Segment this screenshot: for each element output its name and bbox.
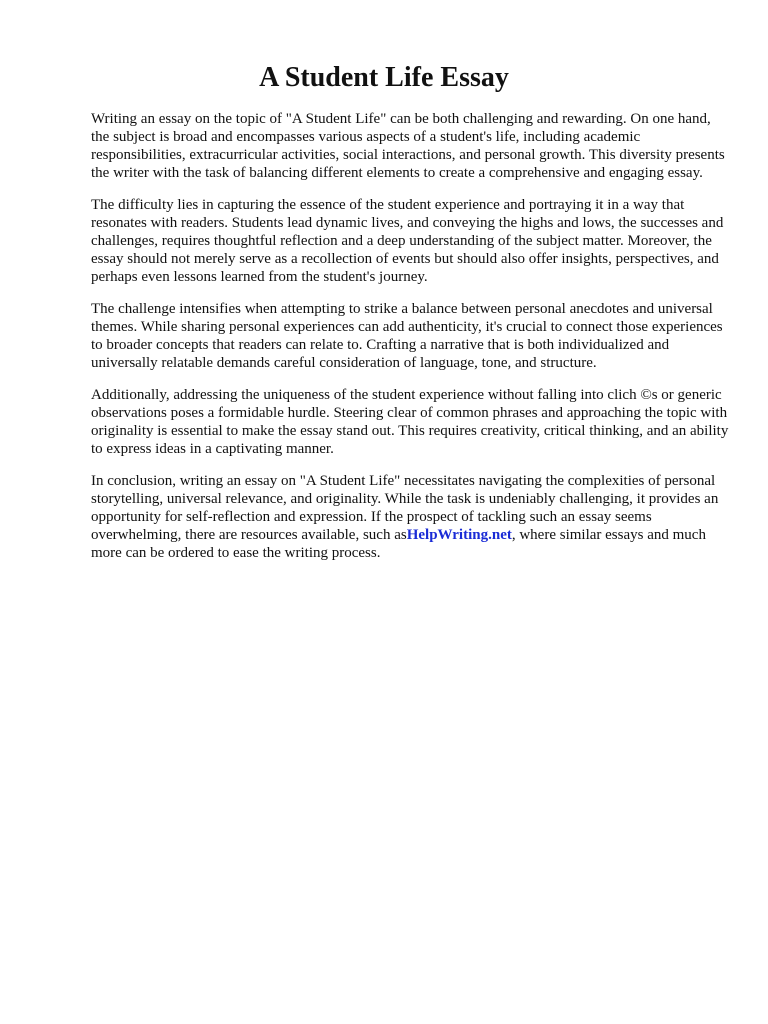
paragraph-2: The difficulty lies in capturing the essence of the student experience and portraying it in a way that resonates with readers. Students lead dynamic lives, and conveying the highs and lows, the successes and challenges, requires thoughtful reflection and a deep understanding of the subject matter. Moreover, the essay should not merely serve as a recollection of events but should also offer insights, perspectives, and perhaps even lessons learned from the student's journey. (91, 197, 724, 285)
conclusion-paragraph (91, 472, 731, 562)
conclusion-text-after-link: , where similar essays and much more can be ordered to ease the writing process. (91, 527, 706, 561)
paragraph-1: Writing an essay on the topic of "A Student Life" can be both challenging and rewarding. On one hand, the subject is broad and encompasses various aspects of a student's life, including academic responsibilities, extracurricular activities, social interactions, and personal growth. This diversity presents the writer with the task of balancing different elements to create a comprehensive and engaging essay. (91, 111, 725, 181)
paragraph-3: The challenge intensifies when attempting to strike a balance between personal anecdotes and universal themes. While sharing personal experiences can add authenticity, it's crucial to connect those experiences to broader concepts that readers can relate to. Crafting a narrative that is both individualized and universally relatable demands careful consideration of language, tone, and structure. (91, 301, 723, 371)
document-body (91, 110, 731, 576)
conclusion-text-before-link: In conclusion, writing an essay on "A Student Life" necessitates navigating the complexities of personal storytelling, universal relevance, and originality. While the task is undeniably challenging, it provides an opportunity for self-reflection and expression. If the prospect of tackling such an essay seems overwhelming, there are resources available, such as (91, 473, 719, 543)
paragraph-4: Additionally, addressing the uniqueness of the student experience without falling into clich ©s or generic observations poses a formidable hurdle. Steering clear of common phrases and approaching the topic with originality is essential to make the essay stand out. This requires creativity, critical thinking, and an ability to express ideas in a captivating manner. (91, 387, 729, 457)
helpwriting-link[interactable]: HelpWriting.net (406, 527, 512, 543)
document-title: A Student Life Essay (259, 62, 509, 93)
